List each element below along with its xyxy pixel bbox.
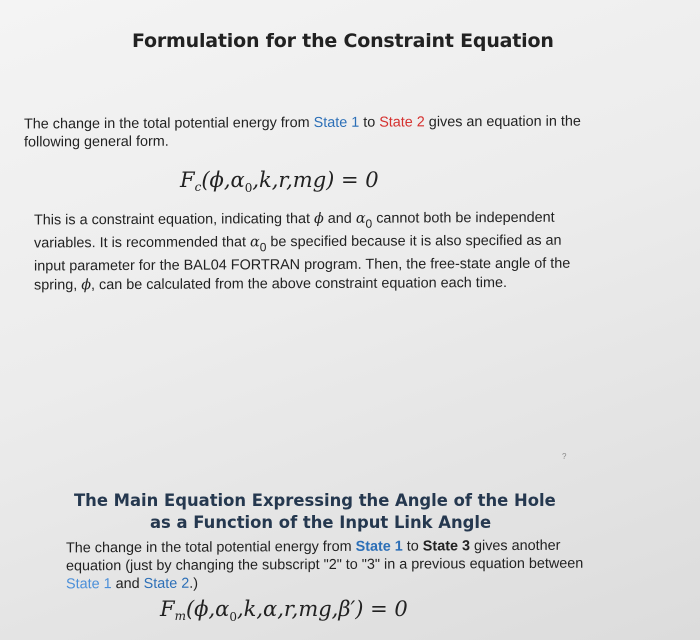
phi-symbol: ϕ (313, 210, 324, 228)
main-equation-paragraph (66, 537, 586, 594)
state-1-label: State 1 (313, 114, 360, 131)
eq-symbol: F (180, 168, 195, 192)
eq-subscript: m (174, 609, 186, 623)
eq-body: (ϕ,α (201, 168, 245, 192)
text-span: cannot both be independent variables. It is recommended that (34, 209, 555, 252)
eq-subscript: 0 (244, 181, 253, 195)
phi-symbol: ϕ (81, 276, 92, 293)
eq-rest: ,k,r,mg) = 0 (252, 168, 379, 192)
state-3-label: State 3 (422, 538, 470, 555)
text-span: gives an equation in the following general form. (24, 113, 581, 151)
text-span: and (323, 210, 356, 227)
text-span: to (402, 538, 423, 555)
text-span: to (359, 114, 380, 131)
text-span: gives another equation (just by changing the subscript "2" to "3" in a previous equation between (66, 537, 584, 575)
state-1-label: State 1 (355, 538, 403, 555)
eq-subscript: 0 (229, 610, 237, 624)
text-span: This is a constraint equation, indicating that (34, 211, 314, 229)
alpha-subscript: 0 (365, 216, 373, 231)
text-span: and (111, 576, 144, 593)
eq-subscript: c (194, 180, 202, 194)
text-span: The change in the total potential energy from (24, 114, 314, 133)
alpha-symbol: α (355, 210, 366, 227)
eq-rest: ,k,α,r,mg,β′) = 0 (236, 597, 408, 621)
text-span: .) (189, 576, 199, 593)
alpha-subscript: 0 (259, 240, 267, 255)
text-span: , can be calculated from the above constraint equation each time. (91, 274, 507, 293)
text-span: be specified because it is also specified as an input parameter for the BAL04 FORTRAN program. Then, the free-state angle of the spring, (34, 232, 571, 294)
state-2-label: State 2 (379, 114, 425, 131)
eq-symbol: F (160, 597, 175, 621)
section-heading (74, 490, 594, 534)
constraint-equation (180, 168, 379, 195)
text-span: The change in the total potential energy from (66, 538, 356, 557)
heading-line-2: as a Function of the Input Link Angle (150, 513, 492, 532)
stray-mark: ? (562, 452, 567, 461)
main-equation (160, 597, 408, 624)
alpha-symbol: α (249, 234, 260, 251)
eq-body: (ϕ,α (185, 597, 230, 621)
intro-paragraph (24, 113, 584, 152)
constraint-paragraph (34, 209, 594, 295)
page-title: Formulation for the Constraint Equation (132, 30, 554, 52)
state-1-label: State 1 (66, 576, 112, 593)
state-2-label: State 2 (143, 576, 190, 593)
heading-line-1: The Main Equation Expressing the Angle of the Hole (74, 491, 556, 510)
